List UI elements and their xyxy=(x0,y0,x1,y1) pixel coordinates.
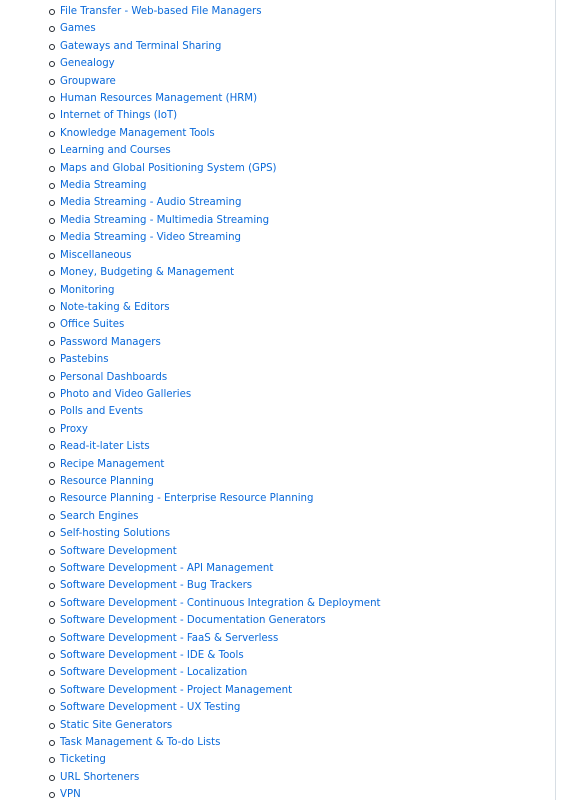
toc-list-item xyxy=(0,177,555,194)
circle-bullet-icon xyxy=(49,636,55,642)
circle-bullet-icon xyxy=(49,288,55,294)
toc-link[interactable]: Miscellaneous xyxy=(60,249,132,261)
toc-list-item xyxy=(0,421,555,438)
circle-bullet-icon xyxy=(49,305,55,311)
toc-link[interactable]: Media Streaming - Video Streaming xyxy=(60,232,241,244)
circle-bullet-icon xyxy=(49,96,55,102)
toc-list-item xyxy=(0,125,555,142)
toc-list-item xyxy=(0,490,555,507)
toc-link[interactable]: Polls and Events xyxy=(60,406,144,418)
circle-bullet-icon xyxy=(49,392,55,398)
toc-link[interactable]: Knowledge Management Tools xyxy=(60,127,215,139)
toc-list-item xyxy=(0,786,555,800)
circle-bullet-icon xyxy=(49,235,55,241)
toc-link[interactable]: Office Suites xyxy=(60,319,125,331)
circle-bullet-icon xyxy=(49,253,55,259)
circle-bullet-icon xyxy=(49,26,55,32)
toc-list-item xyxy=(0,560,555,577)
circle-bullet-icon xyxy=(49,531,55,537)
toc-link[interactable]: Software Development - FaaS & Serverless xyxy=(60,632,279,644)
circle-bullet-icon xyxy=(49,200,55,206)
toc-list-item xyxy=(0,212,555,229)
toc-link[interactable]: Ticketing xyxy=(60,754,106,766)
circle-bullet-icon xyxy=(49,583,55,589)
circle-bullet-icon xyxy=(49,514,55,520)
toc-link[interactable]: Read-it-later Lists xyxy=(60,441,150,453)
toc-list-item xyxy=(0,282,555,299)
circle-bullet-icon xyxy=(49,357,55,363)
circle-bullet-icon xyxy=(49,549,55,555)
toc-list-item xyxy=(0,334,555,351)
toc-list-item xyxy=(0,160,555,177)
toc-list-item xyxy=(0,699,555,716)
toc-list-item xyxy=(0,369,555,386)
toc-link[interactable]: Gateways and Terminal Sharing xyxy=(60,40,222,52)
toc-list-item xyxy=(0,3,555,20)
toc-link[interactable]: Note-taking & Editors xyxy=(60,301,170,313)
toc-list-item xyxy=(0,525,555,542)
toc-link[interactable]: Photo and Video Galleries xyxy=(60,388,192,400)
toc-link[interactable]: Search Engines xyxy=(60,510,139,522)
toc-link[interactable]: Software Development - Continuous Integration & Deployment xyxy=(60,597,381,609)
circle-bullet-icon xyxy=(49,113,55,119)
toc-list-item xyxy=(0,73,555,90)
toc-link[interactable]: Money, Budgeting & Management xyxy=(60,267,235,279)
toc-list-item xyxy=(0,751,555,768)
toc-link[interactable]: Media Streaming - Multimedia Streaming xyxy=(60,214,270,226)
toc-list-item xyxy=(0,595,555,612)
toc-list-item xyxy=(0,438,555,455)
toc-link[interactable]: Software Development - API Management xyxy=(60,563,274,574)
circle-bullet-icon xyxy=(49,322,55,328)
toc-link[interactable]: Monitoring xyxy=(60,284,115,296)
toc-link[interactable]: Recipe Management xyxy=(60,458,165,470)
toc-list-item xyxy=(0,20,555,37)
toc-link[interactable]: VPN xyxy=(60,789,81,800)
toc-link[interactable]: Software Development - Documentation Generators xyxy=(60,615,326,627)
toc-link[interactable]: Software Development xyxy=(60,545,177,557)
toc-list-item xyxy=(0,386,555,403)
circle-bullet-icon xyxy=(49,496,55,502)
toc-list-item xyxy=(0,734,555,751)
toc-list-item xyxy=(0,90,555,107)
toc-list-item xyxy=(0,543,555,560)
toc-list-item xyxy=(0,247,555,264)
toc-list-item xyxy=(0,55,555,72)
circle-bullet-icon xyxy=(49,61,55,67)
toc-link[interactable]: Password Managers xyxy=(60,336,161,348)
toc-list-item xyxy=(0,194,555,211)
circle-bullet-icon xyxy=(49,705,55,711)
toc-link[interactable]: Software Development - Localization xyxy=(60,667,248,679)
toc-list-item xyxy=(0,508,555,525)
circle-bullet-icon xyxy=(49,792,55,798)
toc-link[interactable]: Pastebins xyxy=(60,354,109,366)
circle-bullet-icon xyxy=(49,79,55,85)
circle-bullet-icon xyxy=(49,566,55,572)
circle-bullet-icon xyxy=(49,670,55,676)
toc-link[interactable]: Internet of Things (IoT) xyxy=(60,110,178,122)
toc-link[interactable]: Task Management & To-do Lists xyxy=(60,737,221,749)
toc-list-item xyxy=(0,316,555,333)
toc-list-item xyxy=(0,664,555,681)
circle-bullet-icon xyxy=(49,409,55,415)
toc-link[interactable]: Groupware xyxy=(60,75,116,87)
toc-list-item xyxy=(0,630,555,647)
circle-bullet-icon xyxy=(49,9,55,15)
toc-list-item xyxy=(0,647,555,664)
toc-list-item xyxy=(0,612,555,629)
toc-link[interactable]: Personal Dashboards xyxy=(60,371,168,383)
circle-bullet-icon xyxy=(49,44,55,50)
toc-list-item xyxy=(0,403,555,420)
circle-bullet-icon xyxy=(49,653,55,659)
circle-bullet-icon xyxy=(49,444,55,450)
circle-bullet-icon xyxy=(49,688,55,694)
circle-bullet-icon xyxy=(49,427,55,433)
toc-link[interactable]: File Transfer - Web-based File Managers xyxy=(60,6,262,17)
toc-list-item xyxy=(0,38,555,55)
toc-list-item xyxy=(0,107,555,124)
toc-link[interactable]: Resource Planning xyxy=(60,475,154,487)
toc-link[interactable]: Games xyxy=(60,23,96,35)
toc-link[interactable]: Human Resources Management (HRM) xyxy=(60,93,258,105)
circle-bullet-icon xyxy=(49,462,55,468)
toc-link[interactable]: Static Site Generators xyxy=(60,719,173,731)
circle-bullet-icon xyxy=(49,723,55,729)
toc-list-item xyxy=(0,229,555,246)
toc-list-item xyxy=(0,717,555,734)
toc-link[interactable]: Maps and Global Positioning System (GPS) xyxy=(60,162,277,174)
circle-bullet-icon xyxy=(49,131,55,137)
toc-link[interactable]: Software Development - IDE & Tools xyxy=(60,650,244,662)
circle-bullet-icon xyxy=(49,270,55,276)
toc-link[interactable]: Media Streaming - Audio Streaming xyxy=(60,197,242,209)
toc-link[interactable]: Software Development - UX Testing xyxy=(60,702,241,714)
toc-link[interactable]: Resource Planning - Enterprise Resource Planning xyxy=(60,493,314,505)
toc-link[interactable]: URL Shorteners xyxy=(60,771,140,783)
circle-bullet-icon xyxy=(49,479,55,485)
circle-bullet-icon xyxy=(49,618,55,624)
toc-link[interactable]: Genealogy xyxy=(60,58,115,70)
circle-bullet-icon xyxy=(49,166,55,172)
toc-link[interactable]: Proxy xyxy=(60,423,88,435)
toc-list-item xyxy=(0,769,555,786)
circle-bullet-icon xyxy=(49,740,55,746)
circle-bullet-icon xyxy=(49,183,55,189)
toc-link[interactable]: Software Development - Bug Trackers xyxy=(60,580,253,592)
toc-list-item xyxy=(0,264,555,281)
circle-bullet-icon xyxy=(49,757,55,763)
toc-list-item xyxy=(0,577,555,594)
toc-list-item xyxy=(0,682,555,699)
toc-list-item xyxy=(0,142,555,159)
toc-link[interactable]: Self-hosting Solutions xyxy=(60,528,171,540)
circle-bullet-icon xyxy=(49,601,55,607)
toc-link[interactable]: Media Streaming xyxy=(60,180,147,192)
toc-list-item xyxy=(0,473,555,490)
toc-link[interactable]: Learning and Courses xyxy=(60,145,171,157)
circle-bullet-icon xyxy=(49,218,55,224)
circle-bullet-icon xyxy=(49,375,55,381)
circle-bullet-icon xyxy=(49,775,55,781)
circle-bullet-icon xyxy=(49,148,55,154)
toc-list-item xyxy=(0,299,555,316)
toc-link[interactable]: Software Development - Project Management xyxy=(60,684,293,696)
toc-list-item xyxy=(0,351,555,368)
circle-bullet-icon xyxy=(49,340,55,346)
toc-list-item xyxy=(0,456,555,473)
